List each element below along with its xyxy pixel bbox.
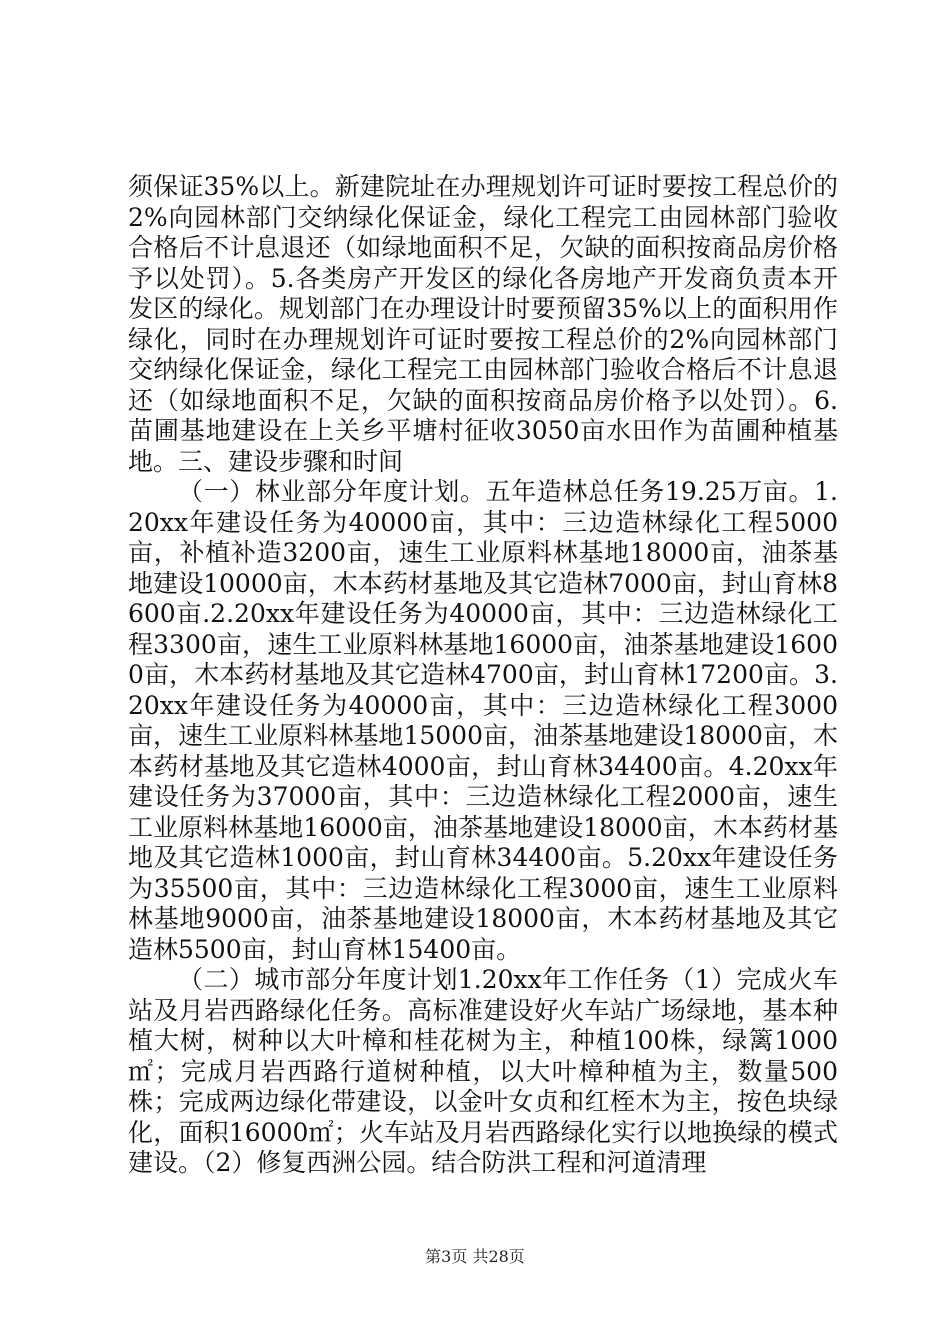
paragraph-greening-requirements: 须保证35%以上。新建院址在办理规划许可证时要按工程总价的2%向园林部门交纳绿化保证金，绿化工程完工由园林部门验收合格后不计息退还（如绿地面积不足，欠缺的面积按商品房价格予以处罚）。5.各类房产开发区的绿化各房地产开发商负责本开发区的绿化。规划部门在办理设计时要预留35%以上的面积用作绿化，同时在办理规划许可证时要按工程总价的2%向园林部门交纳绿化保证金，绿化工程完工由园林部门验收合格后不计息退还（如绿地面积不足，欠缺的面积按商品房价格予以处罚）。6.苗圃基地建设在上关乡平塘村征收3050亩水田作为苗圃种植基地。三、建设步骤和时间 — [128, 172, 838, 476]
document-body — [128, 172, 838, 1179]
paragraph-forestry-annual-plan: （一）林业部分年度计划。五年造林总任务19.25万亩。1.20xx年建设任务为40000亩，其中：三边造林绿化工程5000亩，补植补造3200亩，速生工业原料林基地18000亩，油茶基地建设10000亩，木本药材基地及其它造林7000亩，封山育林8600亩.2.20xx年建设任务为40000亩，其中：三边造林绿化工程3300亩，速生工业原料林基地16000亩，油茶基地建设16000亩，木本药材基地及其它造林4700亩，封山育林17200亩。3.20xx年建设任务为40000亩，其中：三边造林绿化工程3000亩，速生工业原料林基地15000亩，油茶基地建设18000亩，木本药材基地及其它造林4000亩，封山育林34400亩。4.20xx年建设任务为37000亩，其中：三边造林绿化工程2000亩，速生工业原料林基地16000亩，油茶基地建设18000亩，木本药材基地及其它造林1000亩，封山育林34400亩。5.20xx年建设任务为35500亩，其中：三边造林绿化工程3000亩，速生工业原料林基地9000亩，油茶基地建设18000亩，木本药材基地及其它造林5500亩，封山育林15400亩。 — [128, 477, 838, 964]
paragraph-city-annual-plan: （二）城市部分年度计划1.20xx年工作任务（1）完成火车站及月岩西路绿化任务。高标准建设好火车站广场绿地，基本种植大树，树种以大叶樟和桂花树为主，种植100株，绿篱1000㎡；完成月岩西路行道树种植，以大叶樟种植为主，数量500株；完成两边绿化带建设，以金叶女贞和红桎木为主，按色块绿化，面积16000㎡；火车站及月岩西路绿化实行以地换绿的模式建设。（2）修复西洲公园。结合防洪工程和河道清理 — [128, 965, 838, 1177]
page-number-footer: 第3页 共28页 — [425, 1247, 525, 1266]
